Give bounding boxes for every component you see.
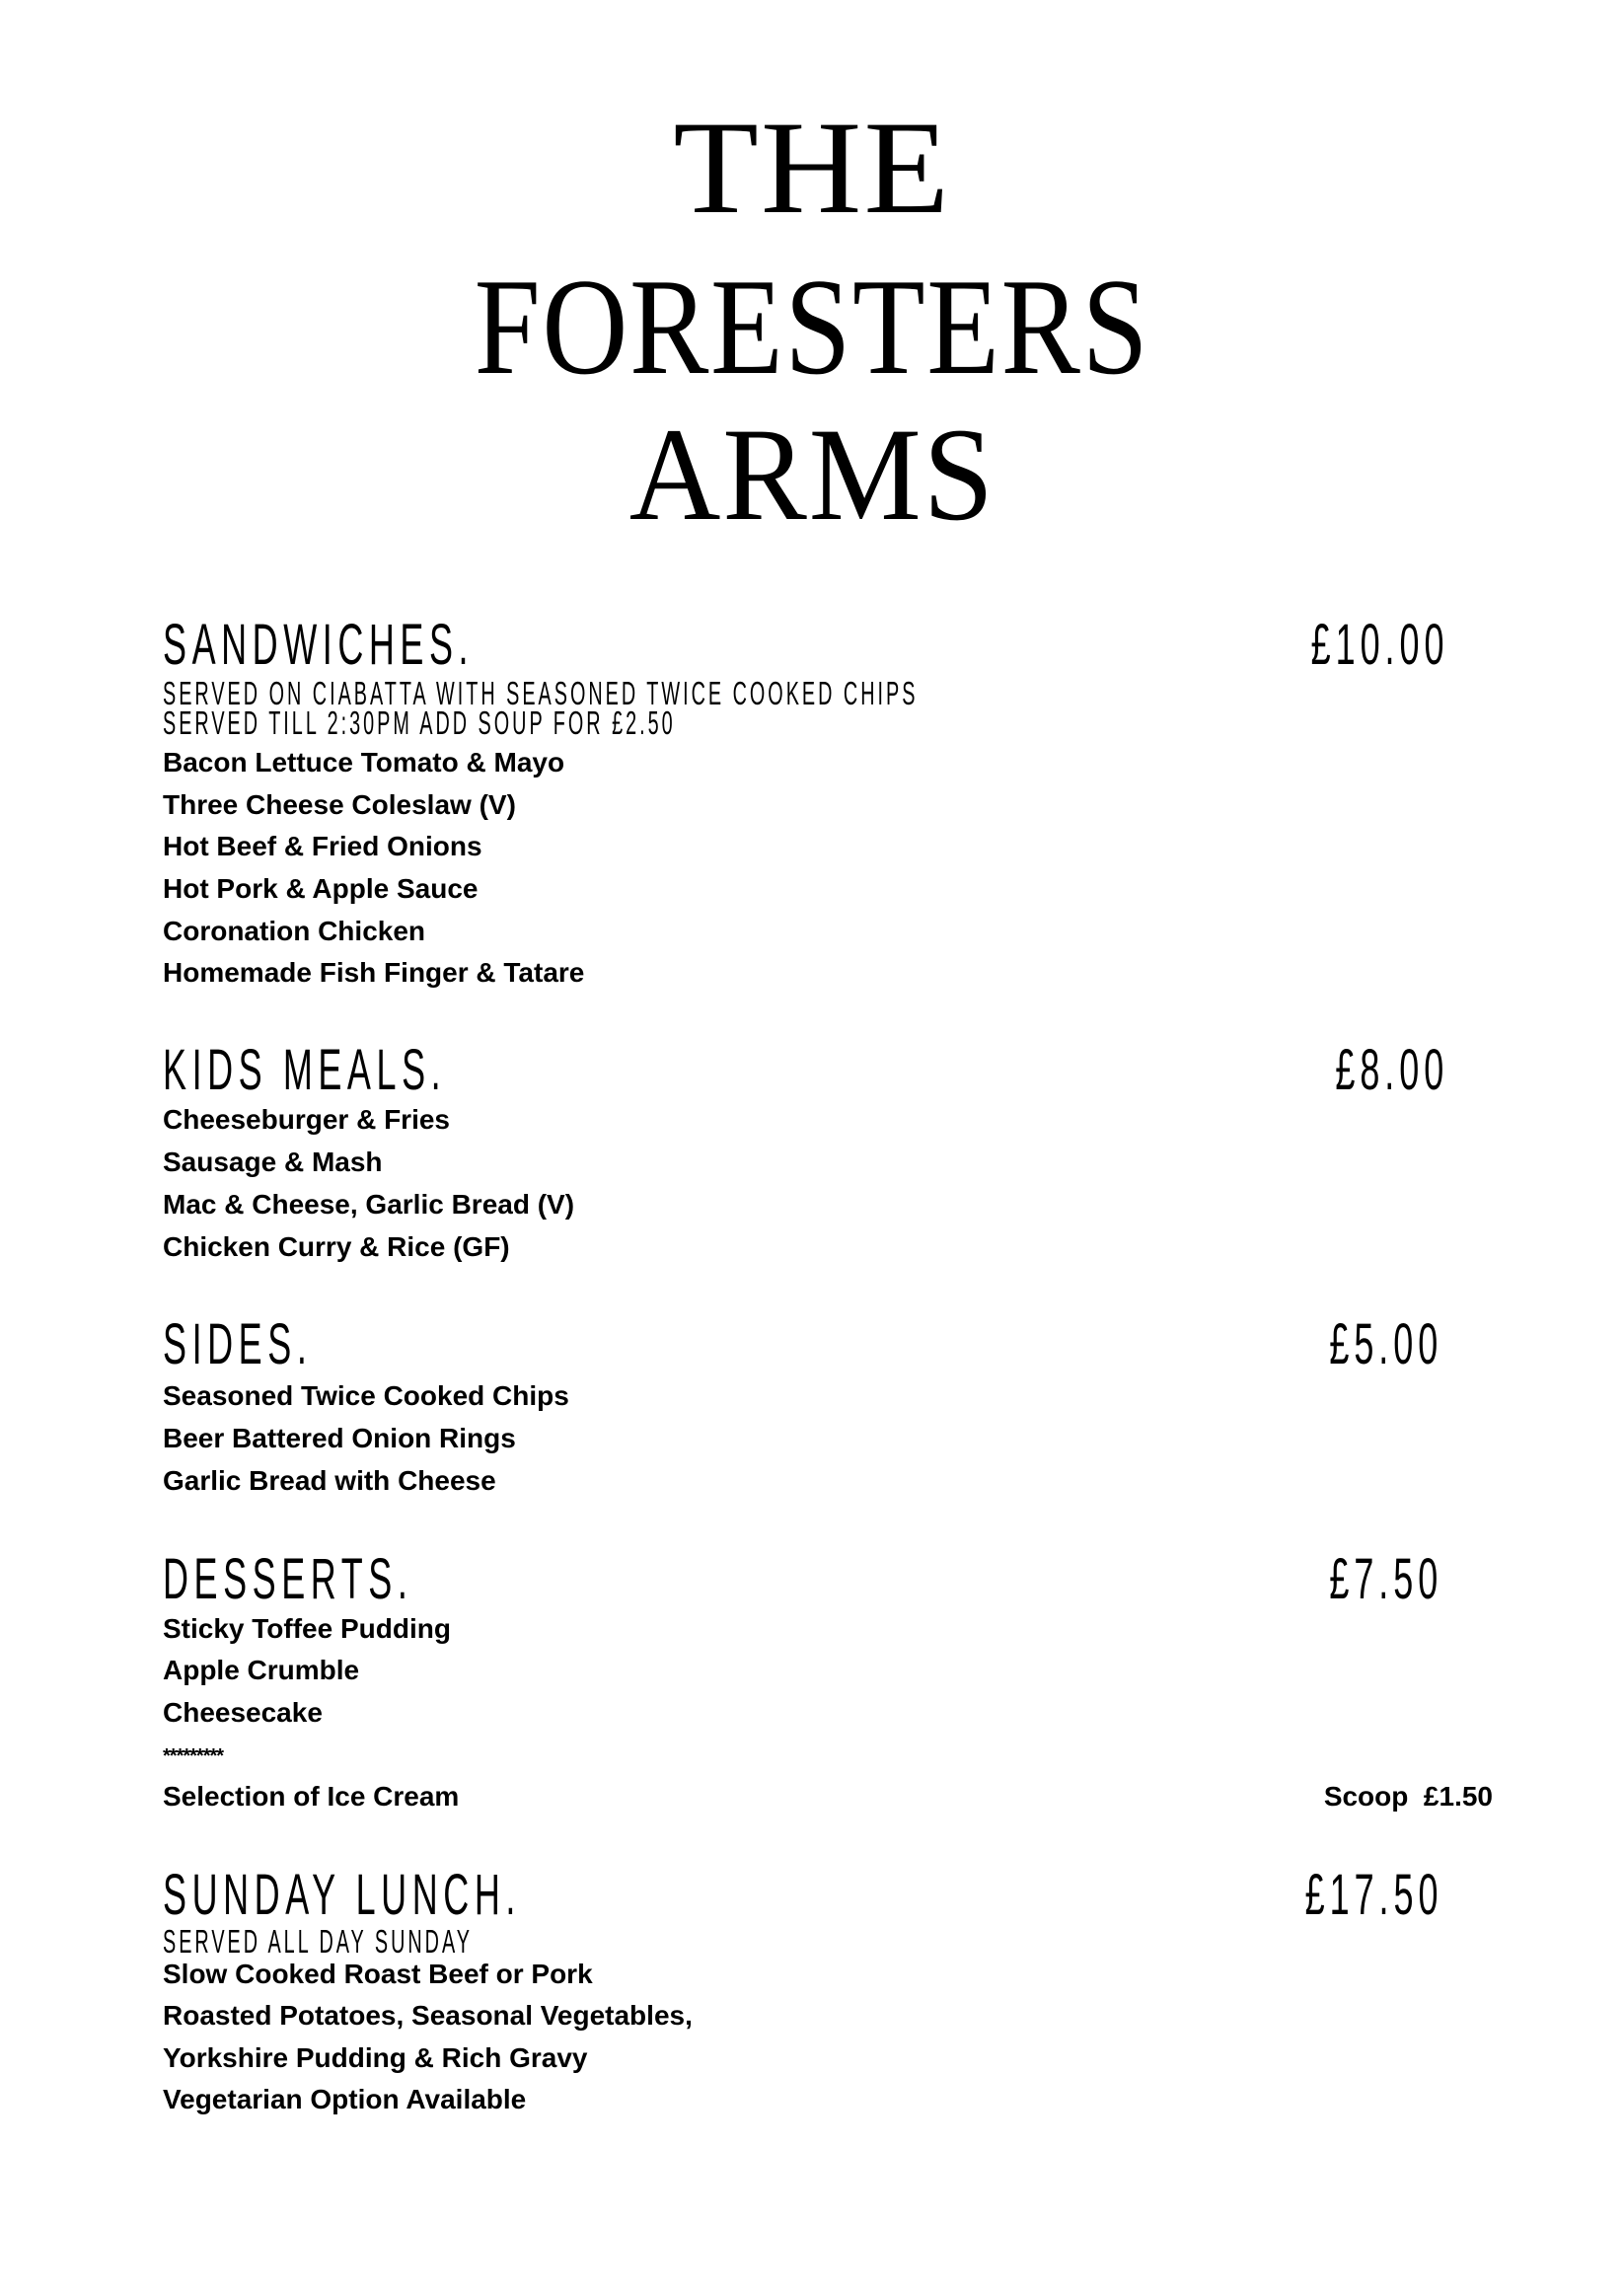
section-price: £5.00 xyxy=(1329,1312,1442,1376)
section-heading: SANDWICHES. xyxy=(163,613,475,677)
section-price: £7.50 xyxy=(1329,1547,1442,1611)
menu-item: Yorkshire Pudding & Rich Gravy xyxy=(163,2042,588,2073)
title-the xyxy=(0,95,1624,242)
menu-item: Sausage & Mash xyxy=(163,1147,383,1177)
title-arms xyxy=(0,402,1624,549)
ice-cream-price: Scoop £1.50 xyxy=(1323,1781,1493,1812)
title-line-1: THE xyxy=(673,95,951,242)
menu-item: Roasted Potatoes, Seasonal Vegetables, xyxy=(163,2000,693,2031)
section-heading: DESSERTS. xyxy=(163,1547,413,1611)
menu-item: Hot Beef & Fried Onions xyxy=(163,831,482,861)
menu-item: Bacon Lettuce Tomato & Mayo xyxy=(163,747,565,777)
title-foresters xyxy=(0,251,1624,404)
section-subtitle: SERVED ALL DAY SUNDAY xyxy=(163,1923,473,1960)
title-line-3: ARMS xyxy=(628,402,996,549)
menu-item: Homemade Fish Finger & Tatare xyxy=(163,957,585,988)
menu-item: Mac & Cheese, Garlic Bread (V) xyxy=(163,1189,575,1220)
menu-item: Vegetarian Option Available xyxy=(163,2084,527,2114)
section-price: £8.00 xyxy=(1335,1038,1448,1102)
menu-item: Coronation Chicken xyxy=(163,916,426,946)
menu-item: Sticky Toffee Pudding xyxy=(163,1613,451,1644)
section-heading: SUNDAY LUNCH. xyxy=(163,1863,521,1927)
menu-item: Beer Battered Onion Rings xyxy=(163,1423,516,1453)
menu-item: Seasoned Twice Cooked Chips xyxy=(163,1380,569,1411)
menu-item: Apple Crumble xyxy=(163,1655,360,1685)
menu-item: Chicken Curry & Rice (GF) xyxy=(163,1231,510,1262)
menu-item: Cheeseburger & Fries xyxy=(163,1104,450,1135)
menu-item-ice-cream: Selection of Ice Cream xyxy=(163,1781,460,1812)
section-subtitle: SERVED ON CIABATTA WITH SEASONED TWICE COOKED CHIPS xyxy=(163,675,919,711)
separator: ********* xyxy=(163,1745,224,1767)
section-price: £17.50 xyxy=(1304,1863,1442,1927)
menu-item: Hot Pork & Apple Sauce xyxy=(163,873,479,904)
menu-item: Three Cheese Coleslaw (V) xyxy=(163,789,516,820)
title-line-2: FORESTERS xyxy=(474,251,1150,404)
section-subtitle: SERVED TILL 2:30PM ADD SOUP FOR £2.50 xyxy=(163,704,676,741)
menu-item: Garlic Bread with Cheese xyxy=(163,1465,496,1496)
section-heading: SIDES. xyxy=(163,1312,313,1376)
section-heading: KIDS MEALS. xyxy=(163,1038,447,1102)
menu-item: Slow Cooked Roast Beef or Pork xyxy=(163,1959,593,1989)
section-price: £10.00 xyxy=(1310,613,1448,677)
menu-item: Cheesecake xyxy=(163,1697,323,1728)
